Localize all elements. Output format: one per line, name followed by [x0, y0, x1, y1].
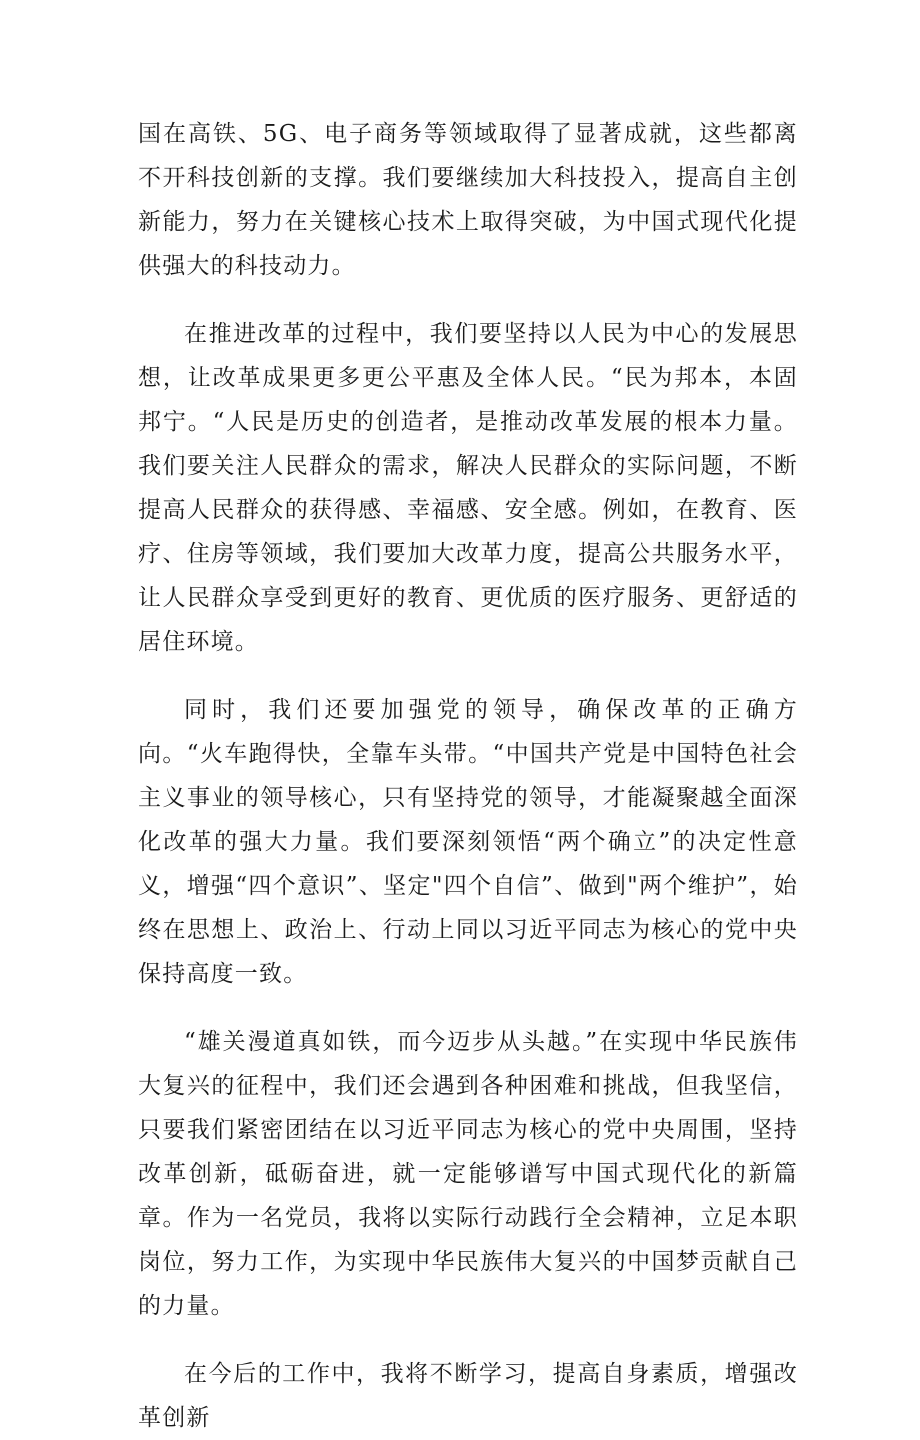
paragraph-3: 同时，我们还要加强党的领导，确保改革的正确方向。“火车跑得快，全靠车头带。“中国共产党是中国特色社会主义事业的领导核心，只有坚持党的领导，才能凝聚越全面深化改革的强大力量。我们要深刻领悟“两个确立”的决定性意义，增强“四个意识”、坚定"四个自信”、做到"两个维护”，始终在思想上、政治上、行动上同以习近平同志为核心的党中央保持高度一致。	[138, 697, 798, 987]
paragraph-2: 在推进改革的过程中，我们要坚持以人民为中心的发展思想，让改革成果更多更公平惠及全体人民。“民为邦本，本固邦宁。“人民是历史的创造者，是推动改革发展的根本力量。我们要关注人民群众的需求，解决人民群众的实际问题，不断提高人民群众的获得感、幸福感、安全感。例如，在教育、医疗、住房等领域，我们要加大改革力度，提高公共服务水平，让人民群众享受到更好的教育、更优质的医疗服务、更舒适的居住环境。	[138, 321, 798, 655]
document-body	[138, 112, 798, 1440]
paragraph-1: 国在高铁、5G、电子商务等领域取得了显著成就，这些都离不开科技创新的支撑。我们要继续加大科技投入，提高自主创新能力，努力在关键核心技术上取得突破，为中国式现代化提供强大的科技动力。	[138, 121, 798, 279]
paragraph-4: “雄关漫道真如铁，而今迈步从头越。”在实现中华民族伟大复兴的征程中，我们还会遇到各种困难和挑战，但我坚信，只要我们紧密团结在以习近平同志为核心的党中央周围，坚持改革创新，砥砺奋进，就一定能够谱写中国式现代化的新篇章。作为一名党员，我将以实际行动践行全会精神，立足本职岗位，努力工作，为实现中华民族伟大复兴的中国梦贡献自己的力量。	[138, 1029, 798, 1319]
paragraph-5: 在今后的工作中，我将不断学习，提高自身素质，增强改革创新	[138, 1361, 798, 1431]
